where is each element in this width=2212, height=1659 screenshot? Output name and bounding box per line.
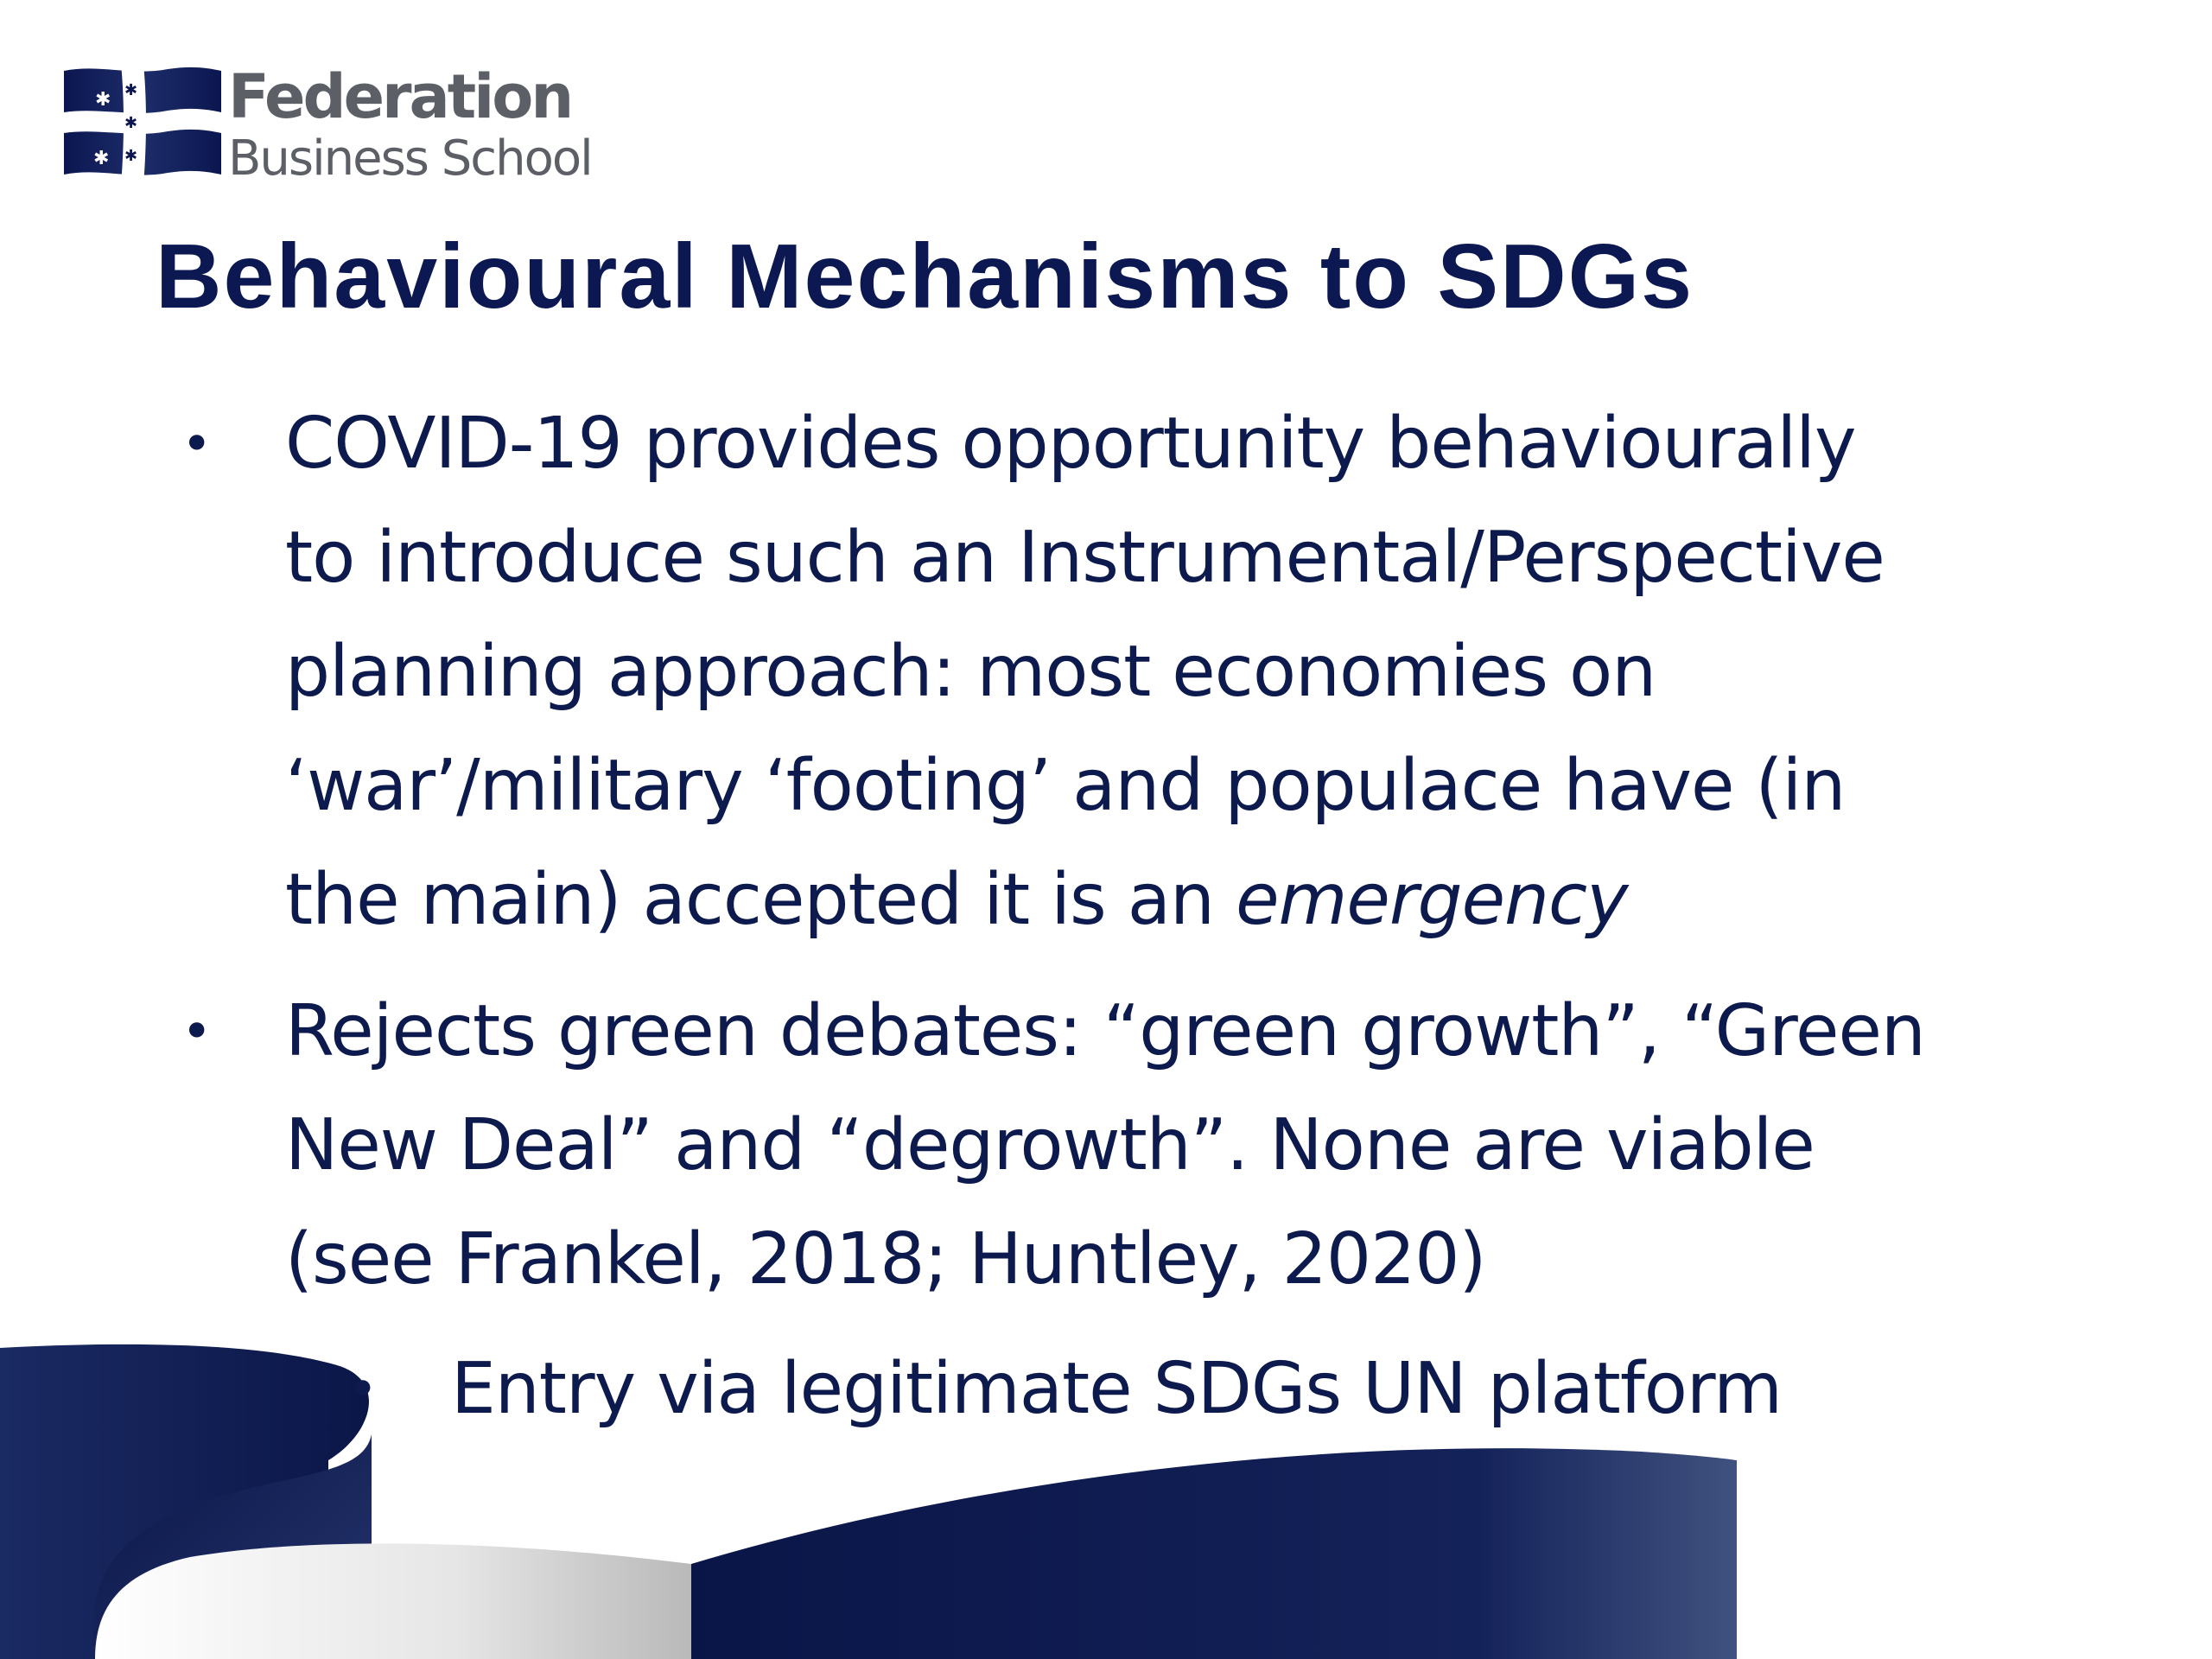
slide-title: Behavioural Mechanisms to SDGs (156, 226, 1694, 327)
bullet-text-emphasis: emergency (1236, 859, 1628, 941)
bullet-line: COVID-19 provides opportunity behaviourally (285, 403, 1856, 485)
bullet-line: New Deal” and “degrowth”. None are viable (285, 1104, 1815, 1186)
bullet-dot: • (181, 1001, 212, 1062)
svg-text:✱: ✱ (175, 113, 191, 135)
bullet-item-covid (181, 387, 1885, 957)
svg-text:✱: ✱ (93, 148, 110, 169)
bullet-text-plain: the main) accepted it is an (285, 859, 1236, 941)
bullet-dot: • (181, 414, 212, 474)
svg-text:✱: ✱ (95, 89, 111, 111)
bullet-dot: • (347, 1359, 378, 1420)
bullet-item-entry (347, 1332, 1783, 1446)
logo-text-business-school: Business School (228, 130, 592, 187)
federation-logo (64, 60, 617, 190)
bullet-line: (see Frankel, 2018; Huntley, 2020) (285, 1218, 1486, 1300)
bullet-item-green-debates (181, 975, 1925, 1317)
bullet-line: ‘war’/military ‘footing’ and populace have (in (285, 745, 1846, 827)
bullet-line: to introduce such an Instrumental/Perspective (285, 517, 1885, 599)
flag-icon (64, 64, 221, 185)
bullet-line-last (285, 843, 1885, 957)
bullet-line: Rejects green debates: “green growth”, “Green (285, 990, 1925, 1072)
bullet-line: planning approach: most economies on (285, 631, 1656, 713)
svg-text:✱: ✱ (124, 114, 138, 132)
svg-text:✱: ✱ (124, 147, 138, 165)
svg-text:✱: ✱ (124, 81, 138, 99)
bullet-line: Entry via legitimate SDGs UN platform (451, 1348, 1783, 1430)
logo-text-federation: Federation (228, 61, 572, 132)
